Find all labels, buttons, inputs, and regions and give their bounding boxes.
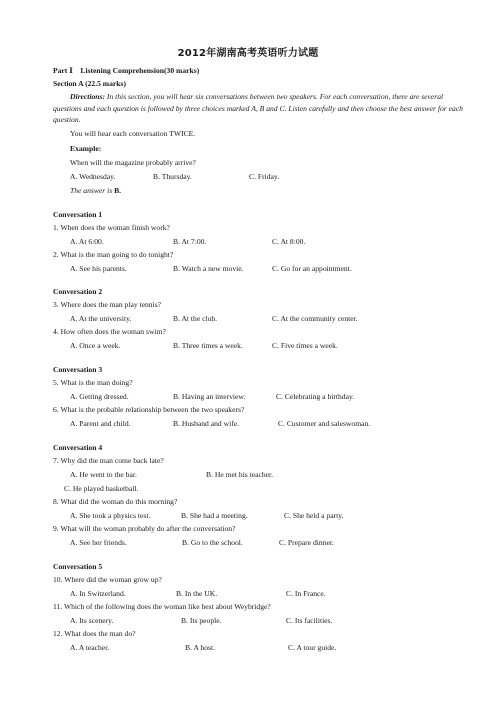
- example-answer-line: [70, 186, 121, 196]
- conversation-4-title: Conversation 4: [53, 443, 103, 452]
- q5-option-a: A. Getting dressed.: [70, 392, 129, 401]
- question-3: 3. Where does the man play tennis?: [53, 300, 162, 309]
- q6-option-c: C. Customer and saleswoman.: [278, 419, 371, 428]
- section-heading: Section A (22.5 marks): [53, 79, 126, 88]
- q2-option-c: C. Go for an appointment.: [272, 264, 352, 273]
- example-option-b: B. Thursday.: [153, 172, 192, 181]
- q5-option-b: B. Having an interview.: [173, 392, 246, 401]
- conversation-2-title: Conversation 2: [53, 287, 103, 296]
- question-4: 4. How often does the woman swim?: [53, 327, 166, 336]
- q9-option-a: A. See her friends.: [70, 538, 127, 547]
- q1-option-b: B. At 7:00.: [173, 237, 207, 246]
- question-10: 10. Where did the woman grow up?: [53, 575, 162, 584]
- q11-option-a: A. Its scenery.: [70, 616, 114, 625]
- example-option-c: C. Friday.: [249, 172, 280, 181]
- question-6: 6. What is the probable relationship between the two speakers?: [53, 405, 245, 414]
- q8-option-a: A. She took a physics test.: [70, 511, 151, 520]
- q8-option-c: C. She held a party.: [284, 511, 344, 520]
- q11-option-b: B. Its people.: [181, 616, 222, 625]
- q9-option-c: C. Prepare dinner.: [279, 538, 334, 547]
- question-1: 1. When does the woman finish work?: [53, 223, 170, 232]
- question-5: 5. What is the man doing?: [53, 378, 133, 387]
- q7-option-a: A. He went to the bar.: [70, 470, 137, 479]
- part-name: Listening Comprehension(30 marks): [80, 66, 200, 75]
- example-answer: B.: [114, 186, 122, 195]
- directions-lead: Directions:: [70, 92, 106, 101]
- q1-option-c: C. At 8:00.: [272, 237, 306, 246]
- example-question: When will the magazine probably arrive?: [70, 158, 196, 167]
- q6-option-b: B. Husband and wife.: [173, 419, 240, 428]
- q9-option-b: B. Go to the school.: [182, 538, 243, 547]
- q8-option-b: B. She had a meeting.: [181, 511, 248, 520]
- q10-option-c: C. In France.: [286, 589, 326, 598]
- question-9: 9. What will the woman probably do after the conversation?: [53, 524, 236, 533]
- directions-text: In this section, you will hear six conversations between two speakers. For each conversation, there are several questions and each question is followed by three choices marked A, B and C. Listen carefully and then choose the best answer for each question.: [53, 92, 463, 124]
- q4-option-c: C. Five times a week.: [272, 341, 338, 350]
- q3-option-b: B. At the club.: [173, 314, 218, 323]
- question-7: 7. Why did the man come back late?: [53, 456, 164, 465]
- q6-option-a: A. Parent and child.: [70, 419, 131, 428]
- q5-option-c: C. Celebrating a birthday.: [276, 392, 355, 401]
- conversation-5-title: Conversation 5: [53, 562, 103, 571]
- conversation-3-title: Conversation 3: [53, 365, 103, 374]
- example-option-a: A. Wednesday.: [70, 172, 116, 181]
- part-heading: [53, 66, 199, 76]
- q10-option-a: A. In Switzerland.: [70, 589, 126, 598]
- directions-paragraph: [53, 91, 463, 126]
- part-label: Part Ⅰ: [53, 66, 73, 75]
- question-2: 2. What is the man going to do tonight?: [53, 250, 174, 259]
- q3-option-a: A. At the university.: [70, 314, 132, 323]
- q10-option-b: B. In the UK.: [176, 589, 218, 598]
- q3-option-c: C. At the community center.: [272, 314, 358, 323]
- example-label: Example:: [70, 144, 102, 153]
- hear-twice-note: You will hear each conversation TWICE.: [70, 129, 196, 138]
- q12-option-b: B. A host.: [185, 643, 215, 652]
- conversation-1-title: Conversation 1: [53, 210, 103, 219]
- q7-option-b: B. He met his teacher.: [206, 470, 274, 479]
- q12-option-c: C. A tour guide.: [288, 643, 337, 652]
- q2-option-b: B. Watch a new movie.: [173, 264, 244, 273]
- page-title: 2012年湖南高考英语听力试题: [177, 48, 319, 59]
- question-8: 8. What did the woman do this morning?: [53, 497, 178, 506]
- q4-option-b: B. Three times a week.: [173, 341, 243, 350]
- question-11: 11. Which of the following does the woman like best about Weybridge?: [53, 602, 271, 611]
- q2-option-a: A. See his parents.: [70, 264, 127, 273]
- q7-option-c: C. He played basketball.: [64, 484, 139, 493]
- q1-option-a: A. At 6:00.: [70, 237, 104, 246]
- example-answer-prefix: The answer is: [70, 186, 115, 195]
- question-12: 12. What does the man do?: [53, 629, 136, 638]
- q11-option-c: C. Its facilities.: [286, 616, 333, 625]
- q4-option-a: A. Once a week.: [70, 341, 121, 350]
- q12-option-a: A. A teacher.: [70, 643, 110, 652]
